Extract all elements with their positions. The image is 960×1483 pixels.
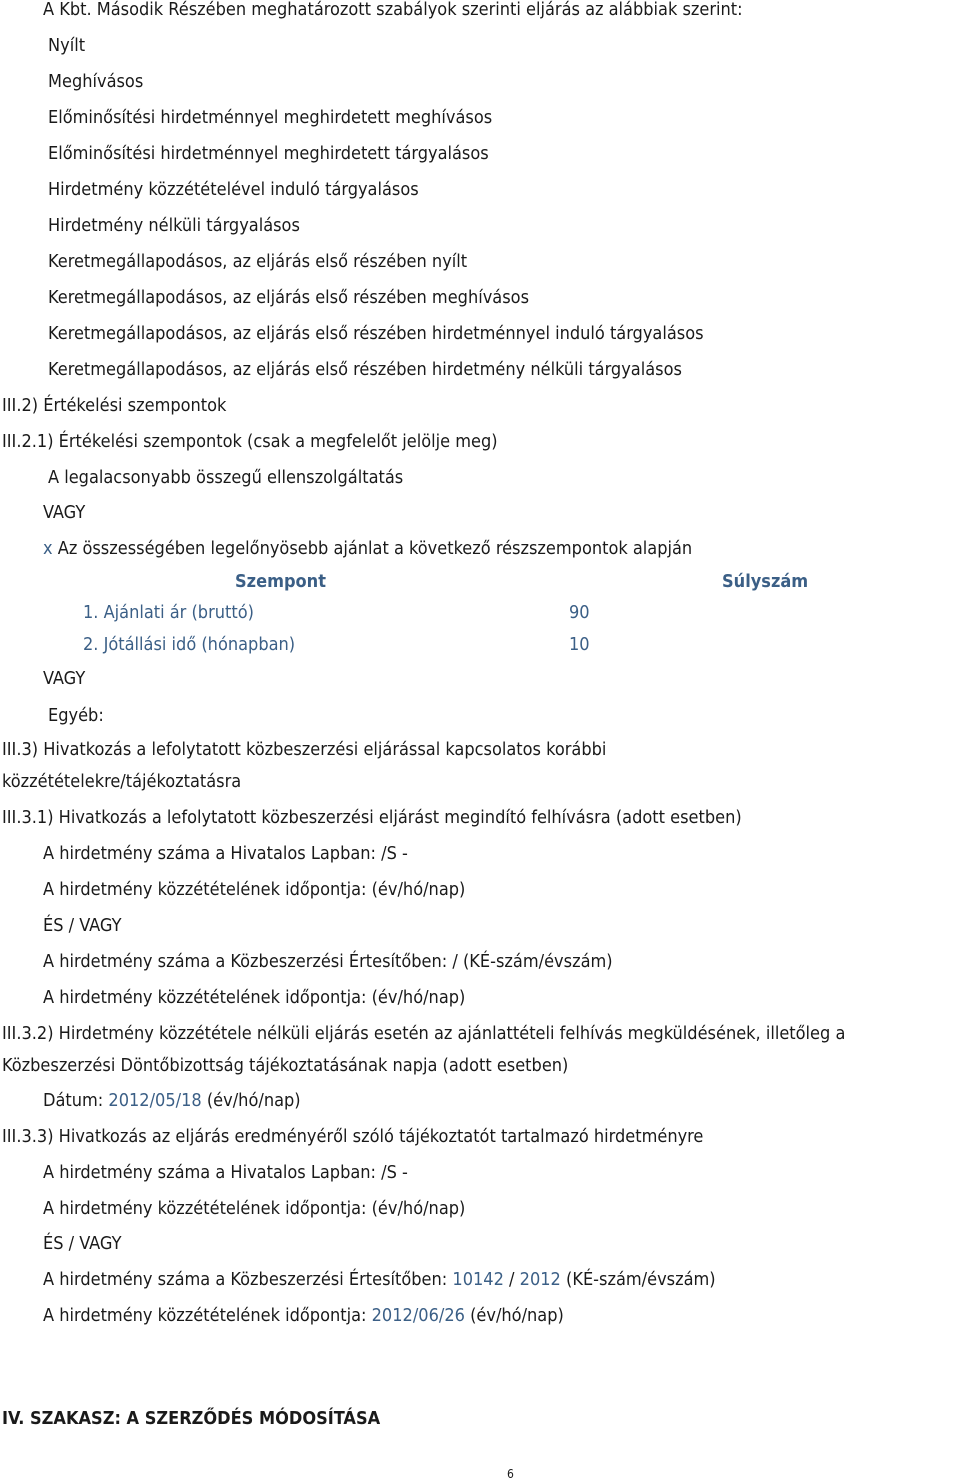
procedure-item: Keretmegállapodásos, az eljárás első részében hirdetménnyel induló tárgyalásos [48,323,704,344]
procedure-item: Meghívásos [48,71,144,92]
procedure-item: Hirdetmény közzétételével induló tárgyalásos [48,179,419,200]
subsection-title-cont: Közbeszerzési Döntőbizottság tájékoztatásának napja (adott esetben) [2,1055,569,1076]
criteria-option: A legalacsonyabb összegű ellenszolgáltatás [48,467,404,488]
date-label: Dátum: [43,1090,109,1111]
subsection-title: III.3.1) Hivatkozás a lefolytatott közbeszerzési eljárást megindító felhívásra (adott esetben) [2,807,742,828]
section-title: III.2) Értékelési szempontok [2,395,227,416]
ke-number: 10142 [452,1269,504,1290]
ke-separator: / [503,1269,520,1290]
procedure-item: Nyílt [48,35,86,56]
ke-year: 2012 [519,1269,561,1290]
procedure-item: Keretmegállapodásos, az eljárás első részében hirdetmény nélküli tárgyalásos [48,359,682,380]
notice-line: A hirdetmény száma a Közbeszerzési Értesítőben: / (KÉ-szám/évszám) [43,951,613,972]
section-title-cont: közzétételekre/tájékoztatásra [2,771,242,792]
date-line [43,1089,301,1113]
criterion-label: 1. Ajánlati ár (bruttó) [83,602,254,623]
pub-date: 2012/06/26 [371,1305,465,1326]
page-number: 6 [507,1467,514,1481]
table-header-criterion: Szempont [235,571,326,592]
notice-line: A hirdetmény száma a Hivatalos Lapban: /S - [43,843,408,864]
section-title: III.3) Hivatkozás a lefolytatott közbeszerzési eljárással kapcsolatos korábbi [2,739,607,760]
other-label: Egyéb: [48,705,104,726]
procedure-item: Keretmegállapodásos, az eljárás első részében nyílt [48,251,468,272]
criterion-weight: 90 [569,602,590,623]
ke-number-line [43,1268,716,1292]
procedure-item: Keretmegállapodásos, az eljárás első részében meghívásos [48,287,530,308]
ke-suffix: (KÉ-szám/évszám) [560,1269,716,1290]
publication-date-line [43,1304,564,1328]
criterion-weight: 10 [569,634,590,655]
notice-line: A hirdetmény száma a Hivatalos Lapban: /S - [43,1162,408,1183]
section-heading: IV. SZAKASZ: A SZERZŐDÉS MÓDOSÍTÁSA [2,1408,381,1429]
or-text: VAGY [43,502,86,523]
date-value: 2012/05/18 [108,1090,202,1111]
subsection-title: III.3.3) Hivatkozás az eljárás eredményéről szóló tájékoztatót tartalmazó hirdetményre [2,1126,704,1147]
procedure-item: Előminősítési hirdetménnyel meghirdetett meghívásos [48,107,493,128]
procedure-item: Hirdetmény nélküli tárgyalásos [48,215,300,236]
and-or-text: ÉS / VAGY [43,915,122,936]
date-suffix: (év/hó/nap) [201,1090,301,1111]
criteria-option-label: Az összességében legelőnyösebb ajánlat a következő részszempontok alapján [57,538,693,559]
notice-line: A hirdetmény közzétételének időpontja: (év/hó/nap) [43,987,466,1008]
and-or-text: ÉS / VAGY [43,1233,122,1254]
subsection-title: III.3.2) Hirdetmény közzététele nélküli eljárás esetén az ajánlattételi felhívás megküldésének, illetőleg a [2,1023,846,1044]
criteria-option-selected [43,537,692,561]
notice-line: A hirdetmény közzétételének időpontja: (év/hó/nap) [43,879,466,900]
table-header-weight: Súlyszám [722,571,809,592]
pub-label: A hirdetmény közzétételének időpontja: [43,1305,372,1326]
pub-suffix: (év/hó/nap) [464,1305,564,1326]
criterion-label: 2. Jótállási idő (hónapban) [83,634,296,655]
or-text: VAGY [43,668,86,689]
ke-label: A hirdetmény száma a Közbeszerzési Értesítőben: [43,1269,453,1290]
intro-text: A Kbt. Második Részében meghatározott szabályok szerinti eljárás az alábbiak szerint: [43,0,743,20]
selected-mark: x [43,538,53,559]
procedure-item: Előminősítési hirdetménnyel meghirdetett tárgyalásos [48,143,489,164]
notice-line: A hirdetmény közzétételének időpontja: (év/hó/nap) [43,1198,466,1219]
subsection-title: III.2.1) Értékelési szempontok (csak a megfelelőt jelölje meg) [2,431,498,452]
